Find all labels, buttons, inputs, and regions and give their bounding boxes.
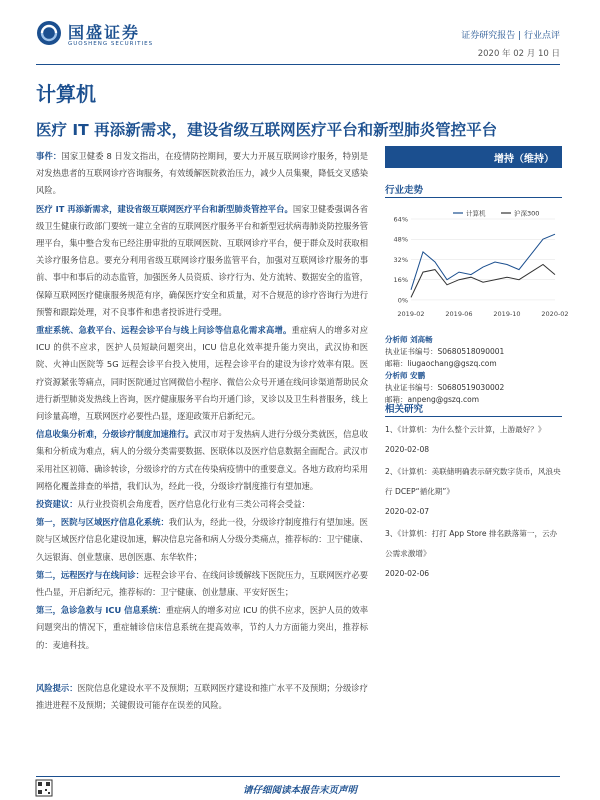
paragraph-tiered: 信息收集分析难，分级诊疗制度加速推行。武汉市对于发热病人进行分级分类就医，信息收集和分析成为难点，病人的分级分类需要数据、医联体以及医疗信息数据全面配合。武汉市采用社区初筛、确诊转诊，分级诊疗的方式在传染病疫情中的重要意义。各地方政府均采用网格化覆盖排查的举措，我们认为，经此一役，分级诊疗制度推行有望加速。 xyxy=(36,429,368,491)
legend-label: 计算机 xyxy=(466,209,486,218)
y-tick-label: 16% xyxy=(393,276,408,285)
x-tick-label: 2019-06 xyxy=(445,310,473,318)
analyst-1: 分析师 刘高畅 执业证书编号：S0680518090001 邮箱：liugaochang@gszq.com xyxy=(385,335,505,368)
company-name: 国盛证券 xyxy=(68,23,141,42)
related-title: 相关研究 xyxy=(385,404,424,415)
risk-warning: 风险提示：医院信息化建设水平不及预期；互联网医疗建设和推广水平不及预期；分级诊疗推进进程不及预期；关键假设可能存在误差的风险。 xyxy=(36,683,368,710)
series-line xyxy=(411,234,555,290)
analyst-2: 分析师 安鹏 执业证书编号：S0680519030002 邮箱：anpeng@gszq.com xyxy=(385,371,505,404)
report-date: 2020 年 02 月 10 日 xyxy=(477,49,560,59)
related-item[interactable]: 2、《计算机：美联储明确表示研究数字货币，风浪央行 DCEP“循化期”》 2020-02-07 xyxy=(385,467,561,516)
paragraph-first: 第一，医院与区域医疗信息化系统：我们认为，经此一役，分级诊疗制度推行有望加速。医院与区域医疗信息化建设加速，解决信息完备和病人分级分类痛点，推荐标的：卫宁健康、久远银海、创业慧康、思创医惠、东华软件； xyxy=(36,517,368,562)
x-tick-label: 2019-02 xyxy=(397,310,425,318)
y-tick-label: 32% xyxy=(393,255,408,264)
company-name-en: GUOSHENG SECURITIES xyxy=(68,41,154,47)
paragraph-third: 第三，急诊急救与 ICU 信息系统：重症病人的增多对应 ICU 的供不应求，医护人员的效率问题突出的情况下，重症辅诊信床信息系统在提高效率，节约人力方面能力突出，推荐标的：麦迪科技。 xyxy=(36,605,368,650)
y-tick-label: 48% xyxy=(393,235,408,244)
related-divider xyxy=(385,416,562,417)
trend-title: 行业走势 xyxy=(385,185,424,196)
paragraph-second: 第二，远程医疗与在线问诊：远程会诊平台、在线问诊缓解线下医院压力，互联网医疗必要性凸显，开启新纪元，推荐标的：卫宁健康、创业慧康、平安好医生； xyxy=(36,569,368,598)
trend-divider xyxy=(385,197,562,198)
y-tick-label: 0% xyxy=(397,296,408,305)
series-line xyxy=(411,265,555,298)
x-tick-label: 2019-10 xyxy=(493,310,521,318)
footer-notice: 请仔细阅读本报告末页声明 xyxy=(242,785,357,796)
header-divider xyxy=(36,64,560,65)
industry-title: 计算机 xyxy=(36,82,96,106)
footer-divider xyxy=(36,776,560,777)
related-item[interactable]: 3、《计算机：打打 App Store 排名跌落第一，云办公需求激增》 2020-02-06 xyxy=(385,529,558,578)
related-list xyxy=(385,420,562,586)
report-type: 证券研究报告 | 行业点评 xyxy=(461,31,560,41)
report-headline: 医疗 IT 再添新需求，建设省级互联网医疗平台和新型肺炎管控平台 xyxy=(36,121,498,139)
paragraph-demand: 重症系统、急救平台、远程会诊平台与线上问诊等信息化需求高增。重症病人的增多对应 ICU 的供不应求，医护人员短缺问题突出，ICU 信息化效率提升能力突出，武汉协和医院、火神山医院等 5G 远程会诊平台投入使用，远程会诊平台的建设为诊疗效率有限。医疗资源紧张等痛点，同时医院通过官网微信小程序、微信公众号开通在线问诊渠道帮助民众进行新型肺炎发热线上咨询，医疗健康服务平台均开通门诊，叉诊以及卫生科普服务，线上问诊量高增，互联网医疗必要性凸显，逐迎政策开启新纪元。 xyxy=(36,325,368,422)
trend-chart xyxy=(385,205,569,325)
y-tick-label: 64% xyxy=(393,215,408,224)
paragraph-advice: 投资建议：从行业投资机会角度看，医疗信息化行业有三类公司将会受益： xyxy=(36,499,310,510)
report-body xyxy=(36,148,368,655)
paragraph-event: 事件：国家卫健委 8 日发文指出，在疫情防控期间，要大力开展互联网诊疗服务，特别是对发热患者的互联网诊疗咨询服务，有效缓解医院救治压力，减少人员集聚，降低交叉感染风险。 xyxy=(36,151,368,196)
legend-label: 沪深300 xyxy=(514,209,540,218)
x-tick-label: 2020-02 xyxy=(541,310,569,318)
related-item[interactable]: 1、《计算机：为什么整个云计算，上游最好？》 2020-02-08 xyxy=(385,425,546,454)
rating-badge: 增持（维持） xyxy=(385,146,562,168)
paragraph-platform: 医疗 IT 再添新需求，建设省级互联网医疗平台和新型肺炎管控平台。国家卫健委强调各省级卫生健康行政部门要统一建立全省的互联网医疗服务平台和新型冠状病毒肺炎防控服务管理平台，集中整合发布已经注册审批的互联网医院、互联网诊疗平台，便于群众及时获取相关诊疗服务信息。要充分利用省级互联网诊疗服务监管平台，加强对互联网诊疗服务的事前、事中和事后的动态监管，加强医务人员资质、诊疗行为、处方流转、数据安全的监管，保障互联网医疗健康服务规范有序，确保医疗安全和质量，对不合规范的诊疗咨询行为进行预警和跟踪处理，对不良事件和患者投诉进行受理。 xyxy=(36,203,368,317)
company-logo-icon xyxy=(36,20,62,46)
